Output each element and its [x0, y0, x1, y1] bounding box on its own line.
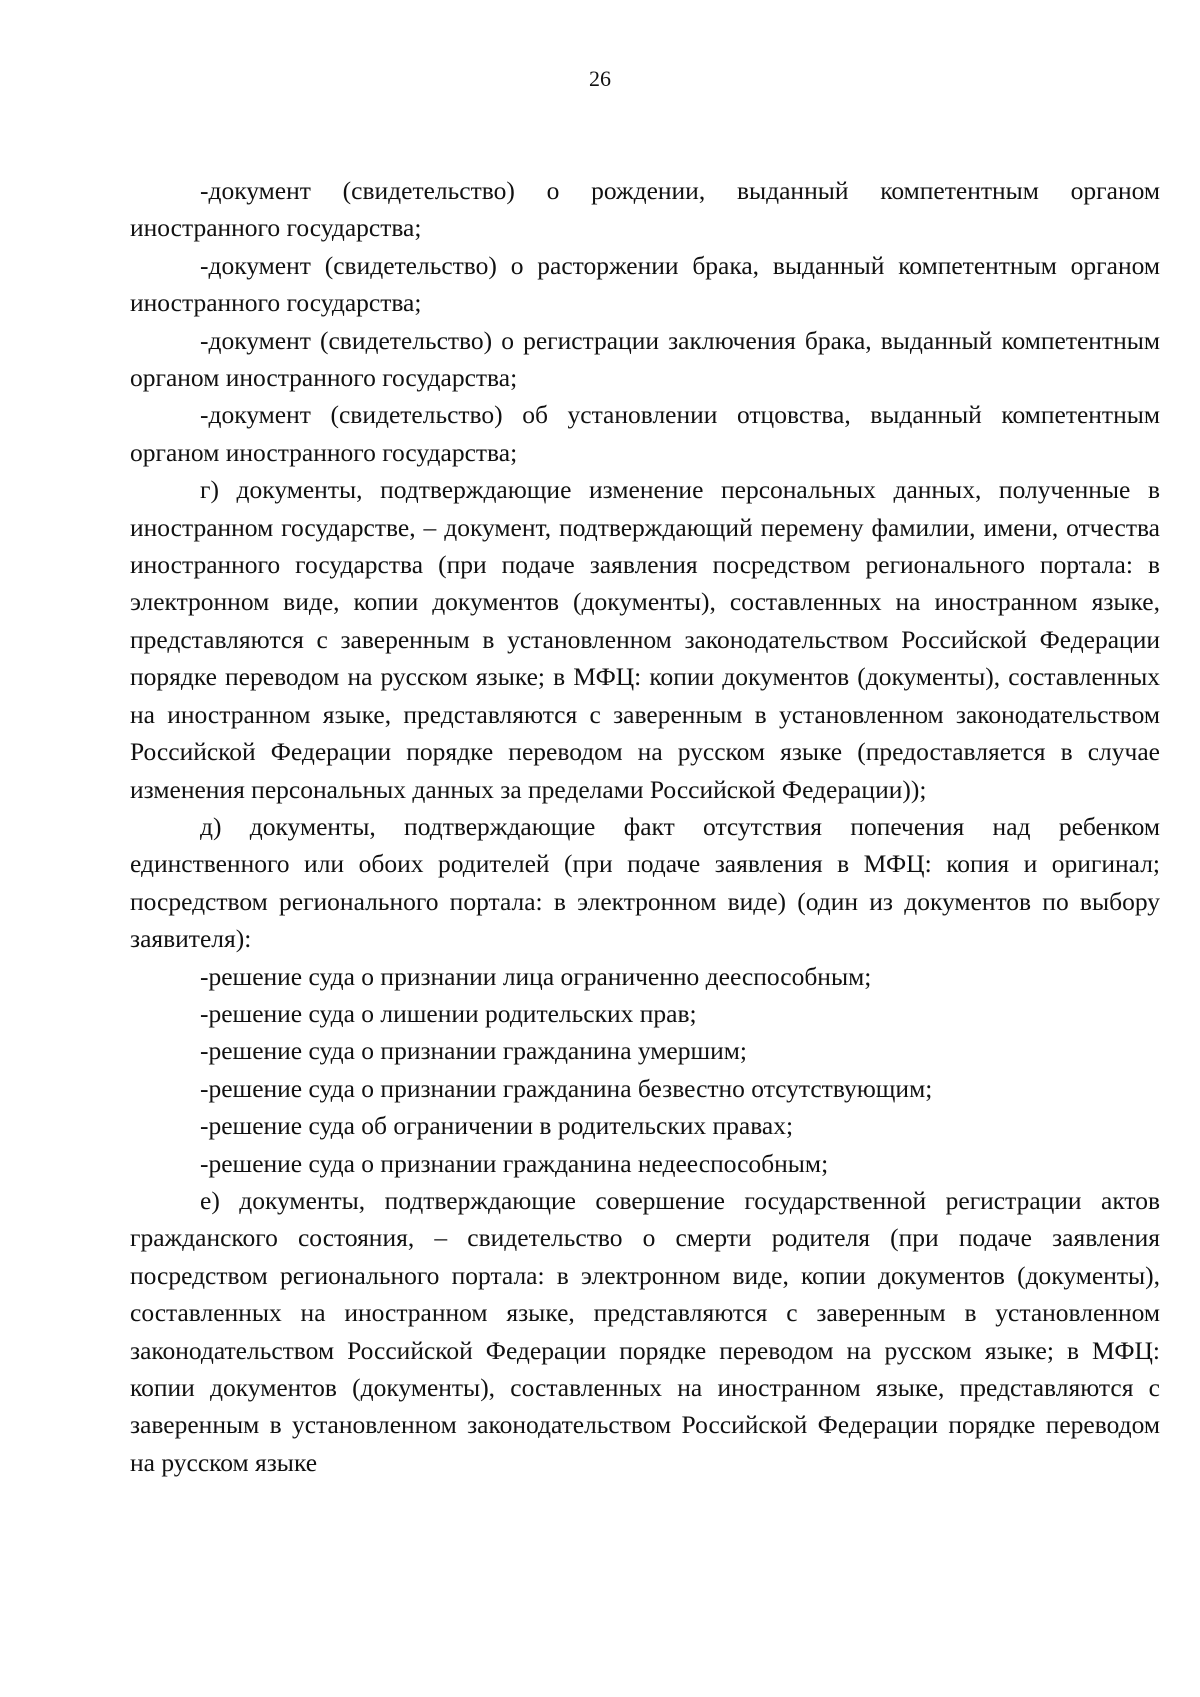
list-item-deprivation-of-rights: -решение суда о лишении родительских прав; — [200, 998, 697, 1028]
list-item-incapacity: -решение суда о признании гражданина недееспособным; — [200, 1148, 829, 1178]
document-body — [130, 172, 1160, 1481]
paragraph-d-lack-of-parental-care: д) документы, подтверждающие факт отсутствия попечения над ребенком единственного или обоих родителей (при подаче заявления в МФЦ: копия и оригинал; посредством регионального портала: в электронном виде) (один из документов по выбору заявителя): — [130, 811, 1160, 954]
page-number: 26 — [589, 66, 611, 91]
paragraph-marriage-certificate: -документ (свидетельство) о регистрации заключения брака, выданный компетентным органом иностранного государства; — [130, 325, 1160, 393]
list-item-limited-capacity: -решение суда о признании лица ограниченно дееспособным; — [200, 961, 872, 991]
paragraph-birth-certificate: -документ (свидетельство) о рождении, выданный компетентным органом иностранного государства; — [130, 176, 1160, 243]
paragraph-divorce-certificate: -документ (свидетельство) о расторжении брака, выданный компетентным органом иностранного государства; — [130, 250, 1160, 318]
paragraph-paternity-certificate: -документ (свидетельство) об установлении отцовства, выданный компетентным органом иностранного государства; — [130, 400, 1160, 467]
paragraph-e-civil-registration: е) документы, подтверждающие совершение государственной регистрации актов гражданского состояния, – свидетельство о смерти родителя (при подаче заявления посредством регионального портала: в электронном виде, копии документов (документы), составленных на иностранном языке, представляются с заверенным в установленном законодательством Российской Федерации порядке переводом на русском языке; в МФЦ: копии документов (документы), составленных на иностранном языке, представляются с заверенным в установленном законодательством Российской Федерации порядке переводом на русском языке — [130, 1185, 1160, 1477]
list-item-restriction-of-rights: -решение суда об ограничении в родительских правах; — [200, 1111, 794, 1141]
paragraph-g-personal-data-change: г) документы, подтверждающие изменение персональных данных, полученные в иностранном государстве, – документ, подтверждающий перемену фамилии, имени, отчества иностранного государства (при подаче заявления посредством регионального портала: в электронном виде, копии документов (документы), составленных на иностранном языке, представляются с заверенным в установленном законодательством Российской Федерации порядке переводом на русском языке; в МФЦ: копии документов (документы), составленных на иностранном языке, представляются с заверенным в установленном законодательством Российской Федерации порядке переводом на русском языке (предоставляется в случае изменения персональных данных за пределами Российской Федерации)); — [130, 475, 1160, 804]
list-item-declared-dead: -решение суда о признании гражданина умершим; — [200, 1036, 748, 1066]
list-item-missing-person: -решение суда о признании гражданина безвестно отсутствующим; — [200, 1073, 933, 1103]
